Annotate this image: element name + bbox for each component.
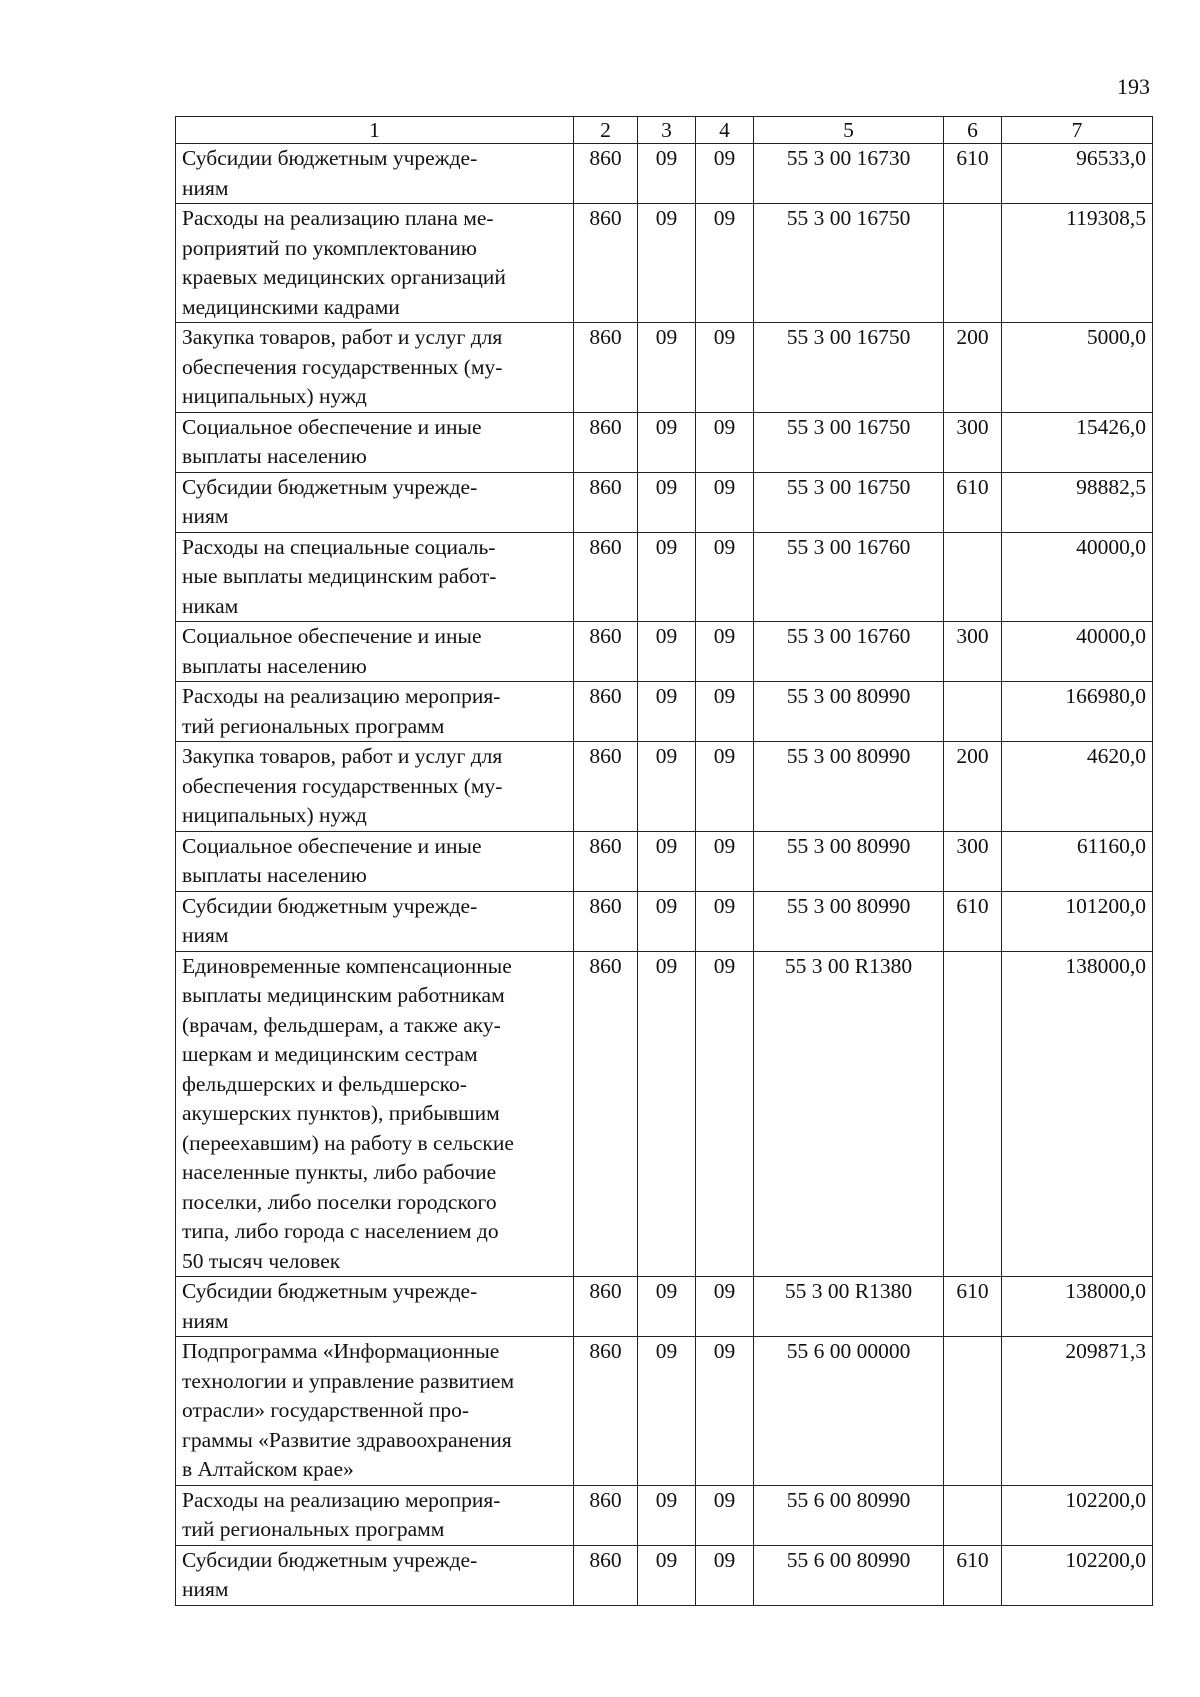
row-subsection-cell: 09 <box>696 682 754 742</box>
table-row <box>176 951 1153 1277</box>
row-target-code-cell: 55 6 00 80990 <box>754 1485 944 1545</box>
row-subsection-cell: 09 <box>696 951 754 1277</box>
column-header: 4 <box>696 117 754 144</box>
row-name-cell: Единовременные компенсационные выплаты медицинским работникам (врачам, фельдшерам, а также аку- шеркам и медицинским сестрам фельдшерских и фельдшерско- акушерских пунктов), прибывшим (переехавшим) на работу в сельские населенные пункты, либо рабочие поселки, либо поселки городского типа, либо города с населением до 50 тысяч человек <box>176 951 574 1277</box>
table-row <box>176 532 1153 622</box>
row-amount-cell: 102200,0 <box>1002 1545 1153 1605</box>
row-admin-code-cell: 860 <box>574 1545 638 1605</box>
row-amount-cell: 138000,0 <box>1002 951 1153 1277</box>
row-subsection-cell: 09 <box>696 1277 754 1337</box>
row-name-cell: Закупка товаров, работ и услуг для обеспечения государственных (му- ниципальных) нужд <box>176 323 574 413</box>
row-target-code-cell: 55 3 00 80990 <box>754 831 944 891</box>
row-expense-type-cell: 610 <box>944 144 1002 204</box>
row-expense-type-cell: 610 <box>944 472 1002 532</box>
column-header: 1 <box>176 117 574 144</box>
row-target-code-cell: 55 3 00 80990 <box>754 682 944 742</box>
row-section-cell: 09 <box>638 144 696 204</box>
row-expense-type-cell <box>944 951 1002 1277</box>
row-section-cell: 09 <box>638 472 696 532</box>
row-admin-code-cell: 860 <box>574 891 638 951</box>
row-admin-code-cell: 860 <box>574 1277 638 1337</box>
row-expense-type-cell: 200 <box>944 742 1002 832</box>
row-target-code-cell: 55 6 00 80990 <box>754 1545 944 1605</box>
row-admin-code-cell: 860 <box>574 1485 638 1545</box>
row-subsection-cell: 09 <box>696 891 754 951</box>
row-amount-cell: 101200,0 <box>1002 891 1153 951</box>
row-section-cell: 09 <box>638 622 696 682</box>
table-row <box>176 204 1153 323</box>
row-subsection-cell: 09 <box>696 1485 754 1545</box>
row-admin-code-cell: 860 <box>574 951 638 1277</box>
row-admin-code-cell: 860 <box>574 1337 638 1486</box>
row-admin-code-cell: 860 <box>574 831 638 891</box>
row-name-cell: Социальное обеспечение и иные выплаты населению <box>176 622 574 682</box>
row-expense-type-cell: 610 <box>944 1545 1002 1605</box>
row-admin-code-cell: 860 <box>574 412 638 472</box>
column-header: 7 <box>1002 117 1153 144</box>
row-subsection-cell: 09 <box>696 622 754 682</box>
row-expense-type-cell: 300 <box>944 412 1002 472</box>
row-admin-code-cell: 860 <box>574 532 638 622</box>
row-subsection-cell: 09 <box>696 472 754 532</box>
row-name-cell: Субсидии бюджетным учрежде- ниям <box>176 144 574 204</box>
row-name-cell: Закупка товаров, работ и услуг для обеспечения государственных (му- ниципальных) нужд <box>176 742 574 832</box>
row-admin-code-cell: 860 <box>574 622 638 682</box>
row-section-cell: 09 <box>638 682 696 742</box>
row-amount-cell: 98882,5 <box>1002 472 1153 532</box>
row-amount-cell: 102200,0 <box>1002 1485 1153 1545</box>
row-name-cell: Расходы на специальные социаль- ные выплаты медицинским работ- никам <box>176 532 574 622</box>
row-amount-cell: 15426,0 <box>1002 412 1153 472</box>
row-target-code-cell: 55 3 00 16750 <box>754 204 944 323</box>
budget-table <box>175 116 1153 1606</box>
row-section-cell: 09 <box>638 951 696 1277</box>
row-section-cell: 09 <box>638 1545 696 1605</box>
table-row <box>176 1277 1153 1337</box>
page-number: 193 <box>1117 74 1150 99</box>
row-target-code-cell: 55 3 00 R1380 <box>754 951 944 1277</box>
row-subsection-cell: 09 <box>696 831 754 891</box>
column-header: 6 <box>944 117 1002 144</box>
row-admin-code-cell: 860 <box>574 323 638 413</box>
row-section-cell: 09 <box>638 1485 696 1545</box>
column-header: 2 <box>574 117 638 144</box>
row-target-code-cell: 55 3 00 80990 <box>754 742 944 832</box>
table-row <box>176 472 1153 532</box>
table-row <box>176 831 1153 891</box>
table-row <box>176 891 1153 951</box>
row-target-code-cell: 55 3 00 R1380 <box>754 1277 944 1337</box>
row-target-code-cell: 55 3 00 16730 <box>754 144 944 204</box>
row-expense-type-cell <box>944 682 1002 742</box>
row-amount-cell: 166980,0 <box>1002 682 1153 742</box>
row-section-cell: 09 <box>638 1337 696 1486</box>
row-expense-type-cell <box>944 204 1002 323</box>
row-subsection-cell: 09 <box>696 742 754 832</box>
row-expense-type-cell: 300 <box>944 831 1002 891</box>
row-target-code-cell: 55 3 00 16760 <box>754 532 944 622</box>
row-section-cell: 09 <box>638 412 696 472</box>
row-admin-code-cell: 860 <box>574 144 638 204</box>
row-section-cell: 09 <box>638 204 696 323</box>
row-name-cell: Подпрограмма «Информационные технологии и управление развитием отрасли» государственной про- граммы «Развитие здравоохранения в Алтайском крае» <box>176 1337 574 1486</box>
row-amount-cell: 119308,5 <box>1002 204 1153 323</box>
row-subsection-cell: 09 <box>696 412 754 472</box>
row-section-cell: 09 <box>638 1277 696 1337</box>
row-amount-cell: 138000,0 <box>1002 1277 1153 1337</box>
row-admin-code-cell: 860 <box>574 204 638 323</box>
row-subsection-cell: 09 <box>696 323 754 413</box>
table-row <box>176 323 1153 413</box>
row-expense-type-cell: 300 <box>944 622 1002 682</box>
row-target-code-cell: 55 3 00 16750 <box>754 323 944 413</box>
row-subsection-cell: 09 <box>696 1337 754 1486</box>
row-name-cell: Субсидии бюджетным учрежде- ниям <box>176 891 574 951</box>
row-amount-cell: 40000,0 <box>1002 622 1153 682</box>
row-admin-code-cell: 860 <box>574 742 638 832</box>
row-subsection-cell: 09 <box>696 204 754 323</box>
row-name-cell: Субсидии бюджетным учрежде- ниям <box>176 472 574 532</box>
row-subsection-cell: 09 <box>696 1545 754 1605</box>
row-name-cell: Социальное обеспечение и иные выплаты населению <box>176 831 574 891</box>
row-amount-cell: 61160,0 <box>1002 831 1153 891</box>
row-expense-type-cell <box>944 1337 1002 1486</box>
row-name-cell: Субсидии бюджетным учрежде- ниям <box>176 1277 574 1337</box>
row-name-cell: Субсидии бюджетным учрежде- ниям <box>176 1545 574 1605</box>
row-expense-type-cell: 610 <box>944 891 1002 951</box>
table-row <box>176 622 1153 682</box>
row-amount-cell: 40000,0 <box>1002 532 1153 622</box>
row-name-cell: Социальное обеспечение и иные выплаты населению <box>176 412 574 472</box>
table-row <box>176 1337 1153 1486</box>
row-amount-cell: 96533,0 <box>1002 144 1153 204</box>
row-amount-cell: 209871,3 <box>1002 1337 1153 1486</box>
row-subsection-cell: 09 <box>696 144 754 204</box>
table-row <box>176 412 1153 472</box>
column-header: 5 <box>754 117 944 144</box>
row-amount-cell: 4620,0 <box>1002 742 1153 832</box>
row-target-code-cell: 55 6 00 00000 <box>754 1337 944 1486</box>
row-name-cell: Расходы на реализацию плана ме- роприятий по укомплектованию краевых медицинских организаций медицинскими кадрами <box>176 204 574 323</box>
row-expense-type-cell: 200 <box>944 323 1002 413</box>
row-target-code-cell: 55 3 00 16760 <box>754 622 944 682</box>
row-subsection-cell: 09 <box>696 532 754 622</box>
row-target-code-cell: 55 3 00 80990 <box>754 891 944 951</box>
row-section-cell: 09 <box>638 532 696 622</box>
table-row <box>176 1485 1153 1545</box>
table-header-row <box>176 117 1153 144</box>
row-name-cell: Расходы на реализацию мероприя- тий региональных программ <box>176 682 574 742</box>
row-expense-type-cell <box>944 1485 1002 1545</box>
row-amount-cell: 5000,0 <box>1002 323 1153 413</box>
row-section-cell: 09 <box>638 891 696 951</box>
row-section-cell: 09 <box>638 742 696 832</box>
column-header: 3 <box>638 117 696 144</box>
table-row <box>176 144 1153 204</box>
row-section-cell: 09 <box>638 323 696 413</box>
row-target-code-cell: 55 3 00 16750 <box>754 412 944 472</box>
table-row <box>176 742 1153 832</box>
row-target-code-cell: 55 3 00 16750 <box>754 472 944 532</box>
table-row <box>176 682 1153 742</box>
table-row <box>176 1545 1153 1605</box>
row-expense-type-cell: 610 <box>944 1277 1002 1337</box>
row-admin-code-cell: 860 <box>574 472 638 532</box>
row-section-cell: 09 <box>638 831 696 891</box>
row-admin-code-cell: 860 <box>574 682 638 742</box>
row-expense-type-cell <box>944 532 1002 622</box>
row-name-cell: Расходы на реализацию мероприя- тий региональных программ <box>176 1485 574 1545</box>
